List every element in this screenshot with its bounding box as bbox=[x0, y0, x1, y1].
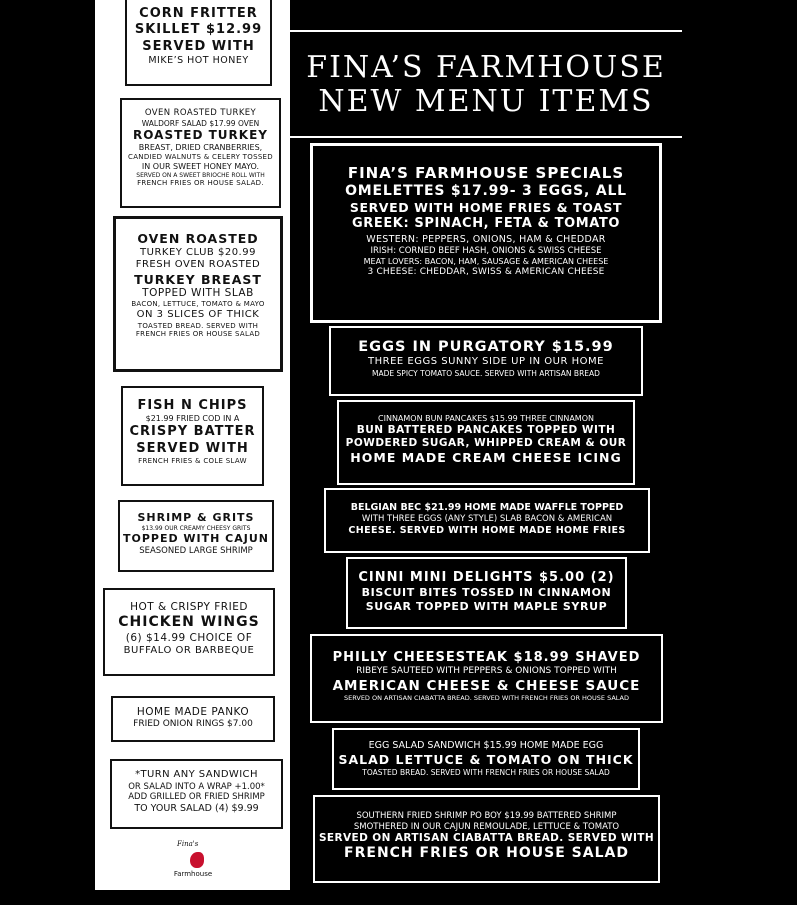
item-line: SERVED WITH HOME FRIES & TOAST bbox=[349, 200, 623, 216]
item-line: BISCUIT BITES TOSSED IN CINNAMON bbox=[361, 586, 612, 600]
item-line: SMOTHERED IN OUR CAJUN REMOULADE, LETTUCE & TOMATO bbox=[353, 821, 620, 832]
item-line: FRENCH FRIES OR HOUSE SALAD. bbox=[137, 179, 264, 188]
item-line: $13.99 OUR CREAMY CHEESY GRITS bbox=[141, 524, 251, 532]
item-line: OVEN ROASTED bbox=[137, 231, 259, 246]
item-line: SERVED ON ARTISAN CIABATTA BREAD. SERVED WITH FRENCH FRIES OR HOUSE SALAD bbox=[343, 694, 630, 703]
item-line: FRENCH FRIES OR HOUSE SALAD bbox=[344, 845, 629, 862]
item-line: WESTERN: PEPPERS, ONIONS, HAM & CHEDDAR bbox=[366, 234, 606, 246]
item-line: THREE EGGS SUNNY SIDE UP IN OUR HOME bbox=[368, 356, 604, 368]
menu-item-cinni-mini-delights bbox=[346, 557, 627, 629]
item-line: BREAST, DRIED CRANBERRIES, bbox=[138, 143, 263, 152]
item-line: HOT & CRISPY FRIED bbox=[130, 601, 248, 613]
item-line: PHILLY CHEESESTEAK $18.99 SHAVED bbox=[332, 650, 641, 665]
item-line: IN OUR SWEET HONEY MAYO. bbox=[141, 161, 260, 171]
item-line: SERVED ON ARTISAN CIABATTA BREAD. SERVED WITH bbox=[318, 832, 655, 845]
item-line: FISH N CHIPS bbox=[137, 398, 248, 413]
menu-item-farmhouse-specials bbox=[310, 143, 662, 323]
item-line: SKILLET $12.99 bbox=[134, 22, 263, 38]
item-line: SERVED WITH bbox=[136, 440, 249, 456]
title-line-1: FINA’S FARMHOUSE bbox=[306, 50, 666, 85]
menu-item-onion-rings bbox=[111, 696, 275, 742]
item-line: OR SALAD INTO A WRAP +1.00* bbox=[128, 781, 265, 792]
item-line: HOME MADE PANKO bbox=[136, 706, 250, 718]
item-line: BUFFALO OR BARBEQUE bbox=[123, 644, 255, 656]
item-line: WALDORF SALAD $17.99 OVEN bbox=[141, 118, 260, 128]
item-line: FINA’S FARMHOUSE SPECIALS bbox=[347, 164, 625, 182]
item-line: TOPPED WITH SLAB bbox=[142, 287, 254, 300]
menu-item-shrimp-grits bbox=[118, 500, 274, 572]
item-line: SHRIMP & GRITS bbox=[137, 511, 255, 524]
item-line: FRIED ONION RINGS $7.00 bbox=[133, 719, 253, 730]
item-line: 3 CHEESE: CHEDDAR, SWISS & AMERICAN CHEESE bbox=[367, 266, 605, 277]
item-line: SEASONED LARGE SHRIMP bbox=[139, 546, 253, 556]
item-line: TOASTED BREAD. SERVED WITH bbox=[137, 321, 259, 330]
item-line: CHEESE. SERVED WITH HOME MADE HOME FRIES bbox=[348, 524, 626, 536]
item-line: OVEN ROASTED TURKEY bbox=[144, 108, 257, 118]
item-line: ON 3 SLICES OF THICK bbox=[136, 309, 260, 321]
menu-item-eggs-in-purgatory bbox=[329, 326, 643, 396]
item-line: *TURN ANY SANDWICH bbox=[135, 769, 258, 780]
menu-item-chicken-wings bbox=[103, 588, 275, 676]
item-line: CHICKEN WINGS bbox=[118, 614, 260, 631]
item-line: SUGAR TOPPED WITH MAPLE SYRUP bbox=[365, 600, 608, 613]
item-line: AMERICAN CHEESE & CHEESE SAUCE bbox=[332, 677, 641, 694]
item-line: CANDIED WALNUTS & CELERY TOSSED bbox=[128, 153, 273, 161]
item-line: BELGIAN BEC $21.99 HOME MADE WAFFLE TOPPED bbox=[350, 502, 624, 513]
item-line: OMELETTES $17.99- 3 EGGS, ALL bbox=[345, 182, 627, 199]
menu-item-fish-n-chips bbox=[121, 386, 264, 486]
item-line: SERVED ON A SWEET BRIOCHE ROLL WITH bbox=[136, 171, 265, 179]
item-line: TURKEY CLUB $20.99 bbox=[140, 246, 256, 258]
item-line: TOASTED BREAD. SERVED WITH FRENCH FRIES OR HOUSE SALAD bbox=[362, 767, 610, 777]
item-line: IRISH: CORNED BEEF HASH, ONIONS & SWISS CHEESE bbox=[370, 246, 602, 256]
item-line: GREEK: SPINACH, FETA & TOMATO bbox=[351, 215, 621, 231]
item-line: WITH THREE EGGS (ANY STYLE) SLAB BACON & AMERICAN bbox=[361, 513, 613, 524]
item-line: TURKEY BREAST bbox=[134, 271, 262, 287]
item-line: SALAD LETTUCE & TOMATO ON THICK bbox=[338, 751, 634, 767]
title-line-2: NEW MENU ITEMS bbox=[318, 84, 654, 119]
menu-item-shrimp-po-boy bbox=[313, 795, 660, 883]
item-line: CRISPY BATTER bbox=[129, 424, 256, 440]
item-line: TOPPED WITH CAJUN bbox=[122, 532, 270, 546]
item-line: SOUTHERN FRIED SHRIMP PO BOY $19.99 BATTERED SHRIMP bbox=[356, 811, 617, 821]
item-line: RIBEYE SAUTEED WITH PEPPERS & ONIONS TOPPED WITH bbox=[356, 666, 617, 677]
item-line: FRENCH FRIES & COLE SLAW bbox=[138, 456, 247, 465]
menu-item-turkey-waldorf bbox=[120, 98, 281, 208]
item-line: EGG SALAD SANDWICH $15.99 HOME MADE EGG bbox=[368, 740, 604, 751]
item-line: CORN FRITTER bbox=[139, 6, 258, 21]
menu-item-turkey-club bbox=[113, 216, 283, 372]
menu-item-corn-fritter bbox=[125, 0, 272, 86]
menu-item-wrap-note bbox=[110, 759, 283, 829]
rooster-icon bbox=[190, 852, 204, 868]
item-line: TO YOUR SALAD (4) $9.99 bbox=[134, 802, 259, 814]
menu-item-cinnamon-bun-pancakes bbox=[337, 400, 635, 485]
logo-name: Farmhouse bbox=[173, 870, 213, 878]
item-line: BACON, LETTUCE, TOMATO & MAYO bbox=[131, 300, 265, 309]
item-line: SERVED WITH bbox=[142, 38, 255, 54]
item-line: CINNI MINI DELIGHTS $5.00 (2) bbox=[358, 570, 615, 585]
item-line: MEAT LOVERS: BACON, HAM, SAUSAGE & AMERICAN CHEESE bbox=[363, 256, 609, 266]
item-line: MIKE’S HOT HONEY bbox=[148, 54, 249, 66]
item-line: BUN BATTERED PANCAKES TOPPED WITH bbox=[356, 424, 616, 436]
item-line: EGGS IN PURGATORY $15.99 bbox=[358, 339, 614, 355]
menu-item-belgian-bec bbox=[324, 488, 650, 553]
item-line: FRESH OVEN ROASTED bbox=[135, 259, 261, 271]
item-line: POWDERED SUGAR, WHIPPED CREAM & OUR bbox=[345, 437, 627, 450]
menu-title bbox=[290, 30, 682, 138]
item-line: ROASTED TURKEY bbox=[133, 128, 268, 142]
item-line: CINNAMON BUN PANCAKES $15.99 THREE CINNAMON bbox=[378, 414, 594, 423]
item-line: FRENCH FRIES OR HOUSE SALAD bbox=[135, 330, 261, 339]
item-line: $21.99 FRIED COD IN A bbox=[145, 414, 240, 424]
logo-script: Fina's bbox=[177, 840, 199, 848]
item-line: (6) $14.99 CHOICE OF bbox=[125, 631, 253, 644]
menu-item-egg-salad-sandwich bbox=[332, 728, 640, 790]
item-line: ADD GRILLED OR FRIED SHRIMP bbox=[128, 792, 265, 803]
item-line: HOME MADE CREAM CHEESE ICING bbox=[350, 450, 622, 466]
item-line: MADE SPICY TOMATO SAUCE. SERVED WITH ARTISAN BREAD bbox=[372, 368, 600, 378]
menu-item-philly-cheesesteak bbox=[310, 634, 663, 723]
